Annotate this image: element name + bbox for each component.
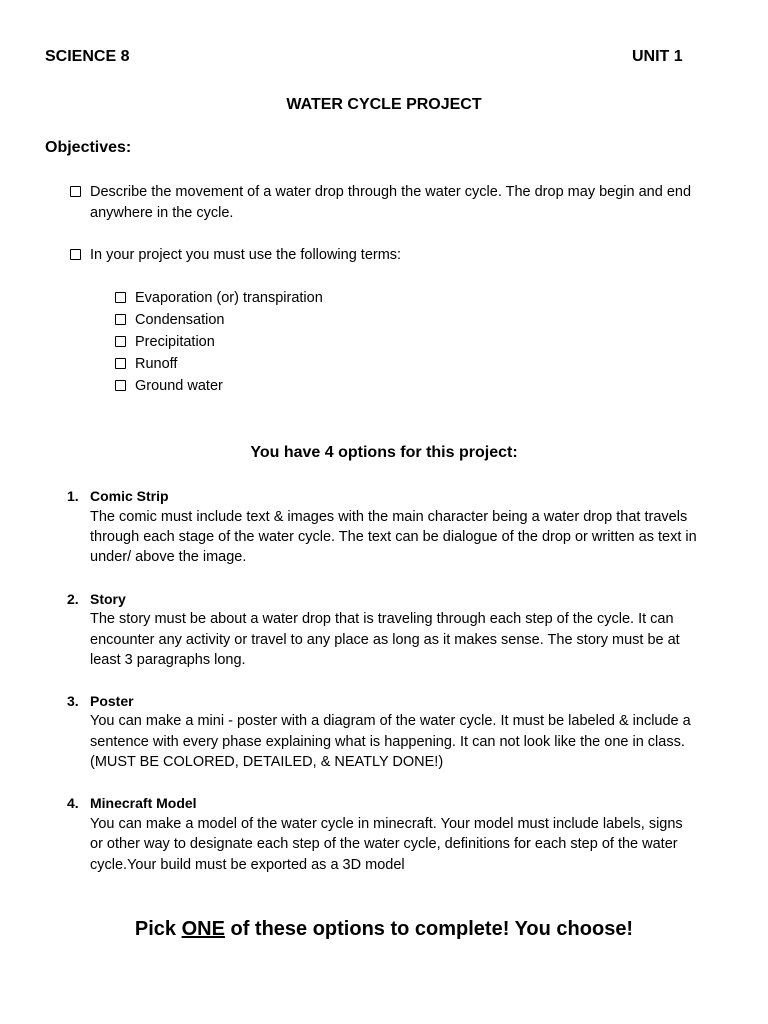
option-description-line: or other way to designate each step of the water cycle, definitions for each step of the water — [90, 836, 678, 852]
objective-1-line-1: Describe the movement of a water drop through the water cycle. The drop may begin and end — [90, 184, 692, 200]
closing-emphasis: ONE — [181, 918, 225, 940]
term-checkbox — [115, 336, 126, 347]
option-description-line: You can make a model of the water cycle in minecraft. Your model must include labels, signs — [90, 816, 683, 832]
option-description-line: least 3 paragraphs long. — [90, 652, 246, 668]
term-item: Ground water — [135, 378, 223, 394]
option-description-line: sentence with every phase explaining what is happening. It can not look like the one in class. — [90, 734, 685, 750]
option-description-line: The story must be about a water drop that is traveling through each step of the cycle. It can — [90, 611, 674, 627]
course-label: SCIENCE 8 — [45, 48, 130, 65]
option-description-line: You can make a mini - poster with a diagram of the water cycle. It must be labeled & include a — [90, 713, 691, 729]
option-description-line: (MUST BE COLORED, DETAILED, & NEATLY DONE!) — [90, 754, 444, 770]
term-checkbox — [115, 380, 126, 391]
options-heading: You have 4 options for this project: — [250, 444, 518, 461]
unit-label: UNIT 1 — [632, 48, 683, 65]
option-description-line: The comic must include text & images with the main character being a water drop that travels — [90, 509, 688, 525]
closing-text-after: of these options to complete! You choose! — [224, 918, 634, 940]
option-description-line: under/ above the image. — [90, 549, 247, 565]
term-item: Runoff — [135, 356, 178, 372]
option-title: Minecraft Model — [90, 795, 197, 811]
term-item: Evaporation (or) transpiration — [135, 290, 323, 306]
term-checkbox — [115, 292, 126, 303]
objective-1-line-2: anywhere in the cycle. — [90, 205, 234, 221]
objective-checkbox — [70, 186, 81, 197]
term-item: Condensation — [135, 312, 225, 328]
option-title: Poster — [90, 693, 134, 709]
option-description-line: cycle.Your build must be exported as a 3D model — [90, 857, 405, 873]
option-number: 3. — [67, 693, 79, 709]
objective-checkbox — [70, 249, 81, 260]
objectives-heading: Objectives: — [45, 139, 132, 156]
term-item: Precipitation — [135, 334, 215, 350]
term-checkbox — [115, 358, 126, 369]
closing-text-before: Pick — [134, 918, 182, 940]
option-description-line: through each stage of the water cycle. The text can be dialogue of the drop or written as text in — [90, 529, 697, 545]
option-number: 4. — [67, 795, 79, 811]
option-number: 1. — [67, 488, 79, 504]
closing-instruction — [0, 918, 768, 941]
option-description-line: encounter any activity or travel to any place as long as it makes sense. The story must be at — [90, 632, 680, 648]
objective-2-text: In your project you must use the following terms: — [90, 247, 402, 263]
term-checkbox — [115, 314, 126, 325]
option-number: 2. — [67, 591, 79, 607]
option-title: Comic Strip — [90, 488, 169, 504]
option-title: Story — [90, 591, 126, 607]
page-title: WATER CYCLE PROJECT — [286, 96, 482, 113]
